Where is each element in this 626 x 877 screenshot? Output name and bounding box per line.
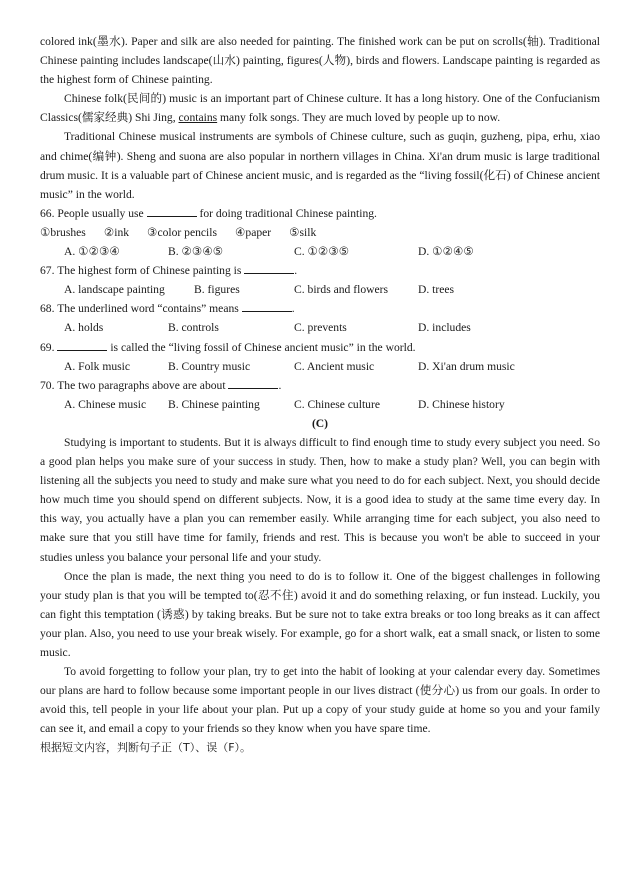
question-70	[40, 376, 600, 395]
question-stem-post: .	[278, 378, 282, 392]
item: ⑤silk	[289, 225, 317, 239]
passage-paragraph-1: colored ink(墨水). Paper and silk are also needed for painting. The finished work can be put on scrolls(轴). Traditional Chinese painting includes landscape(山水) painting, figures(人物), birds and flowers. Landscape painting is regarded as the highest form of Chinese painting.	[40, 35, 600, 87]
item: ④paper	[235, 225, 272, 239]
option-c: C. Chinese culture	[294, 397, 380, 411]
option-c: C. Ancient music	[294, 359, 375, 373]
answer-blank	[228, 376, 278, 389]
question-67-options	[64, 280, 600, 299]
question-69-options	[64, 357, 600, 376]
question-number: 67.	[40, 264, 55, 278]
question-70-options	[64, 395, 600, 414]
option-d: D. trees	[418, 283, 455, 297]
option-d: D. includes	[418, 321, 471, 335]
answer-blank	[147, 204, 197, 217]
item: ①brushes	[40, 225, 86, 239]
passage-paragraph-2	[40, 89, 600, 127]
question-stem-pre: The two paragraphs above are about	[57, 378, 226, 392]
option-c: C. ①②③⑤	[294, 245, 350, 259]
option-c: C. prevents	[294, 321, 347, 335]
option-b: B. ②③④⑤	[168, 245, 224, 259]
option-a: A. Folk music	[64, 359, 131, 373]
underlined-word: contains	[178, 111, 218, 125]
section-heading: (C)	[311, 416, 329, 430]
question-stem-post: .	[294, 264, 298, 278]
question-68-options	[64, 318, 600, 337]
answer-blank	[57, 338, 107, 351]
question-66	[40, 204, 600, 223]
question-66-options	[64, 242, 600, 261]
option-d: D. Chinese history	[418, 397, 505, 411]
item: ③color pencils	[147, 225, 217, 239]
question-number: 66.	[40, 206, 55, 220]
paragraph-2-text-b: many folk songs. They are much loved by people up to now.	[217, 111, 501, 125]
passage-paragraph-3: Traditional Chinese musical instruments are symbols of Chinese culture, such as guqin, guzheng, pipa, erhu, xiao and chime(编钟). Sheng and suona are also popular in northern villages in China. Xi'an drum music is large traditional drum music. It is a valuable part of Chinese ancient music, and is regarded as the “living fossil(化石) of Chinese ancient music” in the world.	[40, 130, 600, 201]
question-stem-pre: The highest form of Chinese painting is	[57, 264, 242, 278]
section-c-paragraph-3: To avoid forgetting to follow your plan, try to get into the habit of looking at your calendar every day. Sometimes our plans are hard to follow because some important people in our lives distract (使分心) us from our goals. In order to avoid this, tell people in your life about your plan. Put up a copy of your study guide at home so you and your family can see it, and email a copy to your friends so they know when you have spare time.	[40, 665, 600, 736]
question-69	[40, 338, 600, 357]
question-number: 70.	[40, 378, 55, 392]
question-number: 68.	[40, 302, 55, 316]
option-a: A. landscape painting	[64, 283, 165, 297]
option-b: B. Chinese painting	[168, 397, 260, 411]
paragraph-2-text-a: Chinese folk(民间的) music is an important part of Chinese culture. It has a long history. One of the Confucianism Classics(儒家经典) Shi Jing,	[40, 92, 600, 125]
question-67	[40, 261, 600, 280]
instruction-text: 根据短文内容，判断句子正（T）、误（F）。	[40, 741, 252, 755]
option-a: A. holds	[64, 321, 104, 335]
option-b: B. controls	[168, 321, 219, 335]
answer-blank	[244, 261, 294, 274]
option-b: B. Country music	[168, 359, 251, 373]
section-c-paragraph-1: Studying is important to students. But it is always difficult to find enough time to study every subject you need. So a good plan helps you make sure of your success in study. Then, how to make a study plan? Well, you can begin with listening all the subjects you need to study and make sure what you need to do for each subject. Next, you should decide how much time you should spend on different subjects. Now, it is a good idea to study at the same time every day. In this way, you actually have a plan you can remember easily. While arranging time for each subject, you also need to make sure that you still have time for family, friends and rest. This is because you won't be able to succeed in your studies unless you balance your personal life and your study.	[40, 435, 600, 564]
option-d: D. Xi'an drum music	[418, 359, 515, 373]
option-d: D. ①②④⑤	[418, 245, 474, 259]
question-number: 69.	[40, 340, 55, 354]
question-68	[40, 299, 600, 318]
option-a: A. ①②③④	[64, 245, 120, 259]
item: ②ink	[103, 225, 130, 239]
question-stem-pre: People usually use	[57, 206, 144, 220]
question-stem-post: for doing traditional Chinese painting.	[199, 206, 377, 220]
option-a: A. Chinese music	[64, 397, 147, 411]
question-stem-post: is called the “living fossil of Chinese ancient music” in the world.	[110, 340, 416, 354]
section-c-paragraph-2: Once the plan is made, the next thing you need to do is to follow it. One of the biggest challenges in following your study plan is that you will be tempted to(忍不住) avoid it and do something relaxing, or fun instead. Luckily, you can fight this temptation (诱惑) by taking breaks. But be sure not to take extra breaks or too long breaks as it can affect your plan. Also, you need to use your break wisely. For example, go for a short walk, eat a small snack, or listen to some music.	[40, 569, 600, 659]
question-stem-pre: The underlined word “contains” means	[57, 302, 239, 316]
option-c: C. birds and flowers	[294, 283, 389, 297]
option-b: B. figures	[194, 283, 240, 297]
answer-blank	[242, 299, 292, 312]
question-stem-post: .	[291, 302, 295, 316]
question-66-items	[40, 223, 600, 242]
